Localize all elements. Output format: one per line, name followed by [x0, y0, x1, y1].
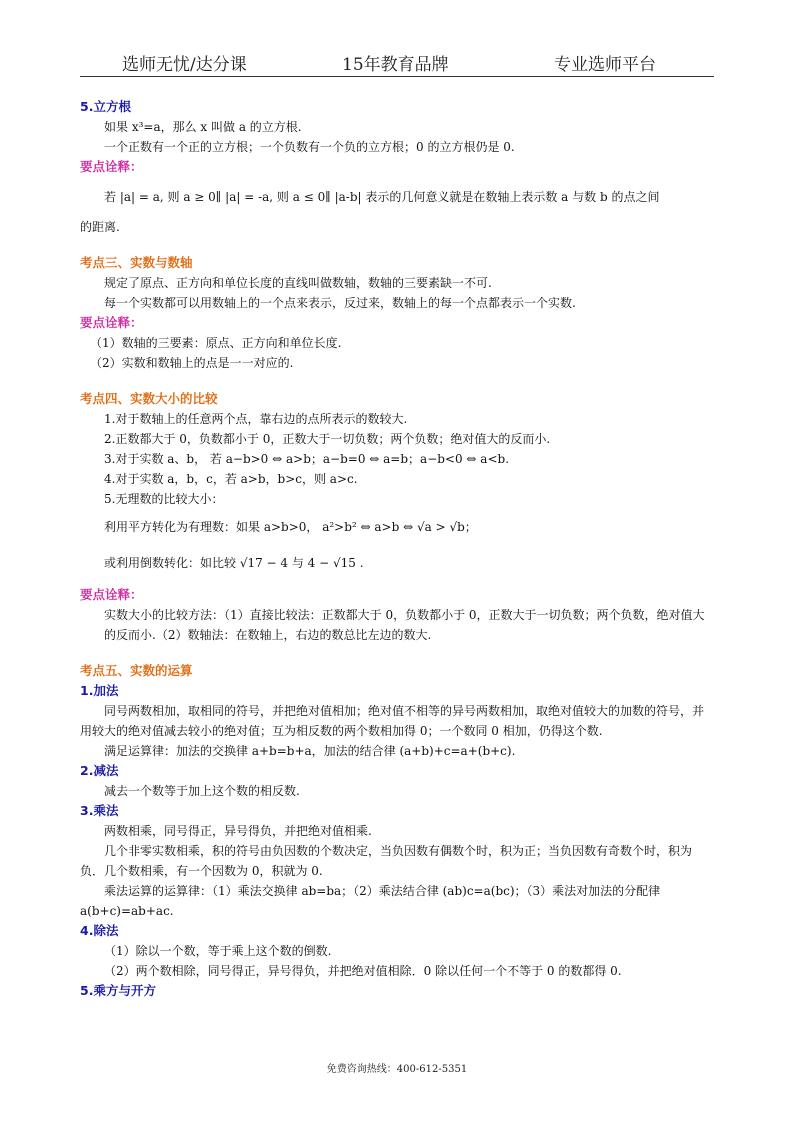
power-root-title: 5.乘方与开方 [80, 983, 156, 998]
division-title: 4.除法 [80, 923, 119, 938]
square-comparison-formula: 利用平方转化为有理数：如果 a>b>0， a²>b² ⇔ a>b ⇔ √a > √b； [104, 520, 477, 534]
list-item: 3.对于实数 a、b， 若 a−b>0 ⇔ a>b；a−b=0 ⇔ a=b；a−b<0 ⇔ a<b. [104, 452, 510, 466]
reciprocal-comparison-formula: 或利用倒数转化：如比较 √17 − 4 与 4 − √15 . [104, 556, 364, 570]
list-item: （2）实数和数轴上的点是一一对应的. [90, 356, 294, 370]
paragraph: 一个正数有一个正的立方根；一个负数有一个负的立方根；0 的立方根仍是 0. [104, 140, 515, 154]
subtraction-title: 2.减法 [80, 763, 119, 778]
paragraph: 减去一个数等于加上这个数的相反数. [104, 784, 300, 798]
paragraph: 实数大小的比较方法：（1）直接比较法：正数都大于 0，负数都小于 0，正数大于一切负数；两个负数，绝对值大的反而小.（2）数轴法：在数轴上，右边的数总比左边的数大. [104, 608, 705, 642]
paragraph: 几个非零实数相乘，积的符号由负因数的个数决定，当负因数有偶数个时，积为正；当负因数有奇数个时，积为负．几个数相乘，有一个因数为 0，积就为 0. [80, 844, 693, 878]
paragraph: 如果 x³=a，那么 x 叫做 a 的立方根. [104, 120, 302, 134]
paragraph: 的距离. [80, 220, 120, 234]
paragraph: 同号两数相加，取相同的符号，并把绝对值相加；绝对值不相等的异号两数相加，取绝对值较大的加数的符号，并用较大的绝对值减去较小的绝对值；互为相反数的两个数相加得 0；一个数同 0 相加，仍得这个数. [80, 704, 705, 738]
paragraph: 两数相乘，同号得正，异号得负，并把绝对值相乘. [104, 824, 372, 838]
topic4-title: 考点四、实数大小的比较 [80, 391, 218, 406]
addition-title: 1.加法 [80, 683, 119, 698]
list-item: （2）两个数相除，同号得正，异号得负，并把绝对值相除．0 除以任何一个不等于 0 的数都得 0. [104, 964, 622, 978]
document-body [80, 97, 712, 1001]
topic3-title: 考点三、实数与数轴 [80, 255, 193, 270]
paragraph: 满足运算律：加法的交换律 a+b=b+a，加法的结合律 (a+b)+c=a+(b+c). [104, 744, 516, 758]
abs-value-formula: 若 |a| = a, 则 a ≥ 0∥ |a| = -a, 则 a ≤ 0∥ |a-b| 表示的几何意义就是在数轴上表示数 a 与数 b 的点之间 [104, 190, 660, 204]
topic5-title: 考点五、实数的运算 [80, 663, 193, 678]
section-cube-root-title: 5.立方根 [80, 99, 131, 114]
list-item: （1）数轴的三要素：原点、正方向和单位长度. [90, 336, 342, 350]
list-item: 1.对于数轴上的任意两个点，靠右边的点所表示的数较大. [104, 412, 408, 426]
list-item: 4.对于实数 a，b，c，若 a>b，b>c，则 a>c. [104, 472, 358, 486]
list-item: （1）除以一个数，等于乘上这个数的倒数. [104, 944, 332, 958]
key-points-title: 要点诠释： [80, 587, 143, 602]
multiplication-title: 3.乘法 [80, 803, 119, 818]
key-points-title: 要点诠释： [80, 315, 143, 330]
paragraph: 规定了原点、正方向和单位长度的直线叫做数轴，数轴的三要素缺一不可. [104, 276, 492, 290]
page-footer: 免费咨询热线：400-612-5351 [326, 1064, 468, 1075]
paragraph: 每一个实数都可以用数轴上的一个点来表示，反过来，数轴上的每一个点都表示一个实数. [104, 296, 576, 310]
key-points-title: 要点诠释： [80, 159, 143, 174]
paragraph: 乘法运算的运算律：（1）乘法交换律 ab=ba；（2）乘法结合律 (ab)c=a(bc)；（3）乘法对加法的分配律 a(b+c)=ab+ac. [80, 884, 661, 918]
list-item: 2.正数都大于 0，负数都小于 0，正数大于一切负数；两个负数；绝对值大的反而小. [104, 432, 551, 446]
page-header [80, 48, 714, 77]
header-right: 专业选师平台 [554, 55, 656, 75]
header-center: 15年教育品牌 [342, 55, 449, 75]
list-item: 5.无理数的比较大小： [104, 492, 224, 506]
header-left: 选师无忧/达分课 [122, 55, 247, 75]
